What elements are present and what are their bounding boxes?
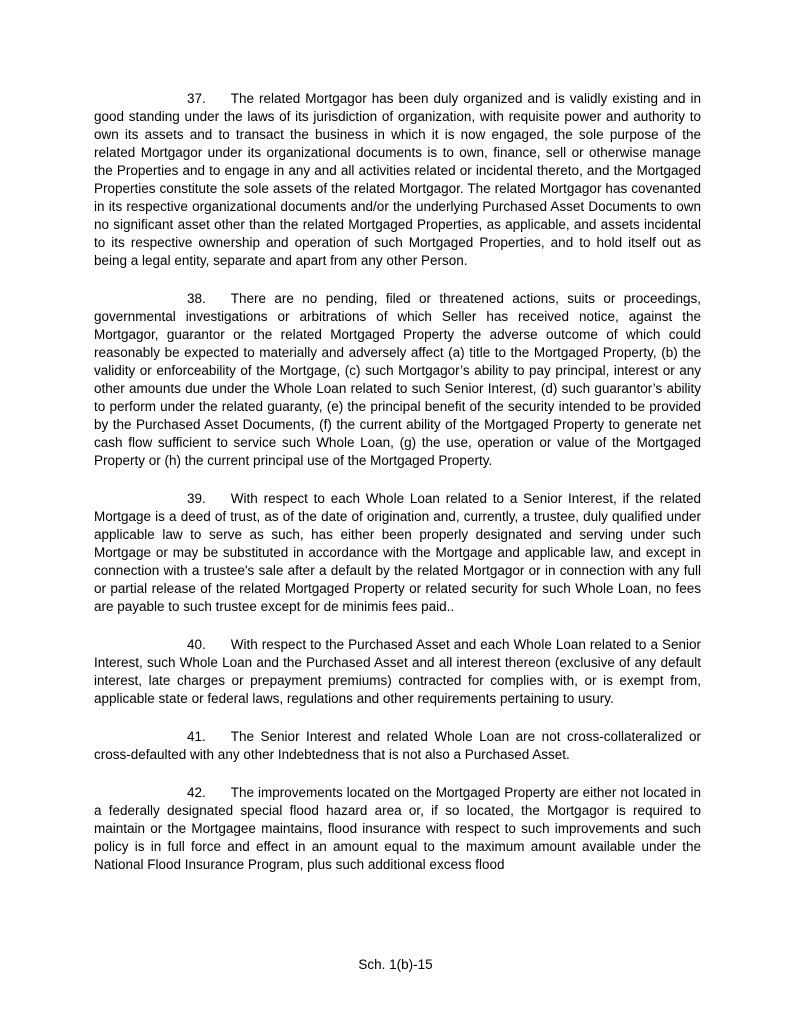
paragraph-41-text: The Senior Interest and related Whole Loan are not cross-collateralized or cross-defaulted with any other Indebtedness that is not also a Purchased Asset. [94, 729, 701, 762]
paragraph-38 [94, 290, 701, 470]
paragraph-37-text: The related Mortgagor has been duly organized and is validly existing and in good standing under the laws of its jurisdiction of organization, with requisite power and authority to own its assets and to transact the business in which it is now engaged, the sole purpose of the related Mortgagor under its organizational documents is to own, finance, sell or otherwise manage the Properties and to engage in any and all activities related or incidental thereto, and the Mortgaged Properties constitute the sole assets of the related Mortgagor. The related Mortgagor has covenanted in its respective organizational documents and/or the underlying Purchased Asset Documents to own no significant asset other than the related Mortgaged Properties, as applicable, and assets incidental to its respective ownership and operation of such Mortgaged Properties, and to hold itself out as being a legal entity, separate and apart from any other Person. [94, 91, 701, 268]
paragraph-42 [94, 784, 701, 874]
page-footer: Sch. 1(b)-15 [358, 957, 433, 972]
paragraph-42-number: 42. [187, 785, 206, 800]
paragraph-39-number: 39. [187, 491, 206, 506]
document-body [94, 90, 701, 894]
paragraph-38-text: There are no pending, filed or threatened actions, suits or proceedings, governmental investigations or arbitrations of which Seller has received notice, against the Mortgagor, guarantor or the related Mortgaged Property the adverse outcome of which could reasonably be expected to materially and adversely affect (a) title to the Mortgaged Property, (b) the validity or enforceability of the Mortgage, (c) such Mortgagor’s ability to pay principal, interest or any other amounts due under the Whole Loan related to such Senior Interest, (d) such guarantor’s ability to perform under the related guaranty, (e) the principal benefit of the security intended to be provided by the Purchased Asset Documents, (f) the current ability of the Mortgaged Property to generate net cash flow sufficient to service such Whole Loan, (g) the use, operation or value of the Mortgaged Property or (h) the current principal use of the Mortgaged Property. [94, 291, 701, 468]
paragraph-37 [94, 90, 701, 270]
paragraph-39-text: With respect to each Whole Loan related to a Senior Interest, if the related Mortgage is a deed of trust, as of the date of origination and, currently, a trustee, duly qualified under applicable law to serve as such, has either been properly designated and serving under such Mortgage or may be substituted in accordance with the Mortgage and applicable law, and except in connection with a trustee's sale after a default by the related Mortgagor or in connection with any full or partial release of the related Mortgaged Property or related security for such Whole Loan, no fees are payable to such trustee except for de minimis fees paid.. [94, 491, 701, 614]
paragraph-37-number: 37. [187, 91, 206, 106]
paragraph-42-text: The improvements located on the Mortgaged Property are either not located in a federally designated special flood hazard area or, if so located, the Mortgagor is required to maintain or the Mortgagee maintains, flood insurance with respect to such improvements and such policy is in full force and effect in an amount equal to the maximum amount available under the National Flood Insurance Program, plus such additional excess flood [94, 785, 701, 872]
paragraph-40 [94, 636, 701, 708]
paragraph-40-text: With respect to the Purchased Asset and each Whole Loan related to a Senior Interest, such Whole Loan and the Purchased Asset and all interest thereon (exclusive of any default interest, late charges or prepayment premiums) contracted for complies with, or is exempt from, applicable state or federal laws, regulations and other requirements pertaining to usury. [94, 637, 701, 706]
paragraph-41-number: 41. [187, 729, 206, 744]
paragraph-39 [94, 490, 701, 616]
paragraph-41 [94, 728, 701, 764]
paragraph-40-number: 40. [187, 637, 206, 652]
paragraph-38-number: 38. [187, 291, 206, 306]
